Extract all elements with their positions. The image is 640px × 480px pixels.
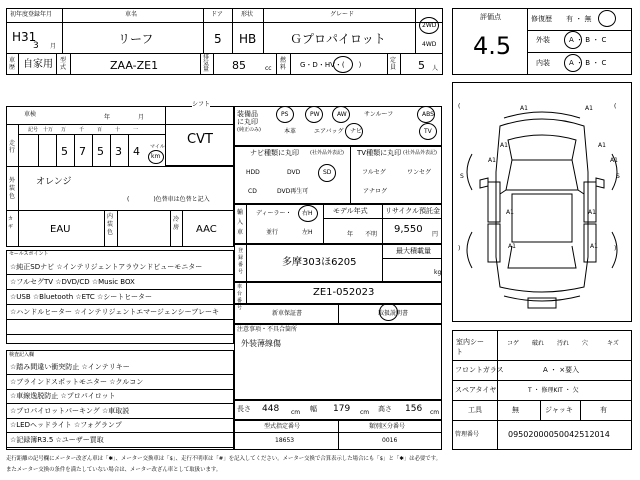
model-year-unknown: 不明 [365,231,378,238]
capacity-unit: 人 [432,65,439,72]
nav-dvd-play: DVD再生可 [277,188,309,195]
interior-label: 内装 [536,59,550,67]
nav-hdd: HDD [246,169,260,176]
damage-label: A1 [610,157,618,164]
jack-value: 有 [600,406,607,414]
damage-label: A1 [520,105,528,112]
width-unit: cm [360,409,370,416]
footer-line1: 走行距離の記号欄にメーター改ざん車は「✱」、メーター交換車は「$」、走行不明車は「#」を記入してください。メーター交換で合算表示した場合にも「$」と「✱」は必要です。 [6,456,442,462]
car-diagram [452,82,632,322]
model-year-unit: 年 [347,231,354,238]
inspector-line: ☆記録簿R3.5 ☆ユーザー買取 [10,435,104,444]
tv-title: TV種類に丸印 [357,149,402,157]
mileage-digit-label: 十万 [43,127,54,133]
spare-options: T ・ 修理KIT ・ 欠 [528,387,579,394]
model-year-label: モデル年式 [333,207,368,215]
sales-point-line: ☆ハンドルヒーター ☆インテリジェントエマージェンシーブレーキ [10,308,219,316]
reg-month: 3 [33,41,39,51]
seat-option: 汚れ [557,340,570,347]
length-unit: cm [291,409,301,416]
score-label: 評価点 [480,13,501,21]
grade-label: グレード [330,11,355,18]
shift-label: シフト [192,101,211,108]
cat-label: 類別区分番号 [369,423,406,430]
exterior-a-circle [564,31,582,49]
type-value: ZAA-ZE1 [110,59,159,72]
equipment-subtitle: (純正のみ) [237,127,261,133]
reg-month-unit: 月 [50,43,57,50]
diagram-bracket: ( [458,103,461,110]
drive-2wd: 2WD [422,22,437,29]
fuel-label: 燃料 [280,57,287,71]
manual-circle [379,303,398,321]
doors-value: 5 [214,32,222,46]
mileage-digit-label: 万 [61,127,67,133]
mileage-digit: 3 [115,145,122,158]
length-label: 長さ [237,405,251,413]
jack-label: ジャッキ [545,406,573,414]
inspector-line: ☆車線逸脱防止 ☆プロパイロット [10,392,116,400]
inspection-label: 車検 [24,111,37,118]
seat-option: コゲ [507,340,520,347]
glass-label: フロントガラス [455,366,504,374]
seat-option: 穴 [582,340,589,347]
displacement-value: 85 [232,59,246,72]
key-value: EAU [50,224,71,235]
shape-value: HB [239,32,257,46]
equipment-item: エアバッグ [314,128,344,135]
equipment-item: AW [337,111,347,118]
tv-oneseg: ワンセグ [407,169,432,176]
equipment-item: ABS [422,111,434,118]
equipment-title: 装備品に丸印 [237,110,258,126]
aircon-value: AAC [196,224,217,235]
sales-point-line: ☆フルセグTV ☆DVD/CD ☆Music BOX [10,278,135,286]
max-load-label: 最大積載量 [396,247,431,255]
inspector-line: ☆踏み間違い衝突防止 ☆インテリキー [10,363,130,371]
inspector-line: ☆ブラインドスポットモニター ☆クルコン [10,377,144,386]
equipment-item: PW [310,111,320,118]
docs-warranty: 新車保証書 [272,310,303,317]
shape-label: 形状 [241,11,254,18]
grade-value: Ｇプロパイロット [290,32,386,46]
doors-label: ドア [211,11,223,18]
mileage-label: 走行 [9,140,16,154]
seat-option: 破れ [532,340,545,347]
equipment-circle [345,123,363,140]
plate-value: 多摩303ほ6205 [282,257,357,268]
diagram-bracket: ( [614,103,617,110]
equipment-circle [419,123,437,140]
glass-options: A ・ ×要入 [543,366,580,374]
inspection-month-unit: 月 [138,114,145,121]
damage-label: A1 [488,157,496,164]
use-label: 車歴 [9,57,16,71]
import-handle-left: 左H [302,229,313,236]
equipment-item: サンルーフ [364,111,394,118]
nav-sd-circle [318,164,336,182]
sales-points-title: セールスポイント [9,251,49,257]
inspector-line: ☆プロパイロットパーキング ☆車取説 [10,406,130,415]
recycle-value: 9,550 [394,224,423,235]
height-label: 高さ [378,405,392,413]
equipment-circle [417,106,435,123]
mileage-digit-label: 十 [115,127,121,133]
nav-dvd: DVD [287,169,301,176]
mileage-digit-label: 一 [133,127,139,133]
equipment-circle [305,106,323,123]
footer-line2: またメーター交換の条件を満たしていない場合は、メーター改ざん車として取扱います。 [6,467,222,473]
damage-label: A1 [588,209,596,216]
nav-cd: CD [248,188,257,195]
tv-fullseg: フルセグ [362,169,386,176]
mileage-digit: 4 [133,145,140,158]
damage-label: A1 [598,142,606,149]
color-note: ( )色替車は色替と記入 [127,196,210,203]
aircon-label: 冷房 [173,216,180,231]
repair-label: 修復歴 [531,15,552,23]
seat-option: キズ [607,340,619,347]
interior-options: A ・ B ・ C [569,59,607,67]
shift-value: CVT [187,132,213,147]
equipment-item: TV [424,128,432,135]
equipment-circle [276,106,294,123]
damage-label: A1 [500,142,508,149]
max-load-unit: kg [434,269,442,276]
model-label: 車名 [125,11,138,18]
key-label: カギ [8,216,14,230]
exterior-options: A ・ B ・ C [569,36,607,44]
fuel-hv-circle [333,56,353,73]
interior-a-circle [564,54,582,72]
repair-none-circle [598,10,616,27]
fuel-options: G・D・HV・( ) [300,61,362,69]
damage-label: A1 [590,243,598,250]
equipment-item: ナビ [350,128,363,135]
height-unit: cm [430,409,440,416]
mileage-unit-km: km [151,153,161,160]
import-handle-right: 右H [302,210,313,217]
width-value: 179 [333,404,351,414]
spec-label: 型式指定番号 [264,423,301,430]
length-value: 448 [262,404,280,414]
reg-year: H31 [12,30,37,44]
nav-title: ナビ種類に丸印 [250,149,299,157]
repair-options: 有 ・ 無 [566,15,592,23]
mileage-digit-label: 千 [79,127,85,133]
handle-right-circle [298,205,318,222]
notes-title: 注意事項・不具合箇所 [237,326,298,333]
exterior-label: 外装 [536,36,550,44]
interior-color-label: 内装色 [107,213,114,236]
displacement-unit: cc [265,65,272,72]
import-label: 輸入車 [237,209,244,236]
notes-line1: 外装薄線傷 [241,339,281,348]
plate-label: 登録番号 [238,248,244,275]
reg-year-label: 初年度登録年月 [10,11,53,18]
inspector-title: 検査記入欄 [9,352,35,358]
chassis-value: ZE1-052023 [313,287,375,298]
capacity-value: 5 [418,59,425,72]
spare-label: スペアタイヤ [455,386,497,394]
recycle-label: リサイクル預託金 [385,207,441,215]
displacement-label: 排気量 [203,54,210,73]
diagram-bracket: S [616,173,620,180]
nav-subtitle: (社外品外表記) [310,150,344,156]
diagram-bracket: ) [458,245,461,252]
diagram-bracket: S [460,173,464,180]
type-label: 型式 [60,57,67,71]
notes-box [234,324,442,400]
tool-label: 工具 [468,406,482,414]
mgmt-label: 管理番号 [455,431,480,438]
mgmt-value: 09502000050042512014 [508,430,610,439]
inspection-year-unit: 年 [104,114,111,121]
sales-point-line: ☆純正SDナビ ☆インテリジェントアラウンドビューモニター [10,263,203,271]
width-label: 幅 [310,405,317,413]
spec-value: 18653 [275,437,295,444]
mileage-digit: 7 [79,145,86,158]
height-value: 156 [405,404,423,414]
docs-manual: 取扱説明書 [378,310,409,317]
damage-label: A1 [508,243,516,250]
color-label: 外装色 [9,177,16,200]
drive-4wd: 4WD [422,41,437,48]
mileage-digit: 5 [97,145,104,158]
diagram-bracket: ) [614,245,617,252]
import-parallel: 並行 [266,229,279,236]
import-dealer: ディーラー・ [256,210,292,217]
use-value: 自家用 [23,59,53,70]
sales-point-line: ☆USB ☆Bluetooth ☆ETC ☆シートヒーター [10,293,153,301]
tool-value: 無 [512,406,519,414]
mileage-digit: 5 [61,145,68,158]
tv-analog: アナログ [363,188,388,195]
equipment-item: PS [281,111,289,118]
damage-label: A1 [506,209,514,216]
capacity-label: 定員 [390,57,397,71]
mileage-digit-label: 百 [97,127,103,133]
seat-label: 室内シート [456,338,484,356]
chassis-label: 車台番号 [237,284,243,311]
cat-value: 0016 [382,437,398,444]
equipment-circle [332,106,350,123]
score-value: 4.5 [473,32,512,60]
color-value: オレンジ [36,177,72,187]
damage-label: A1 [585,105,593,112]
tv-subtitle: (社外品外表記) [403,150,437,156]
nav-sd: SD [323,169,332,176]
equipment-item: 本革 [284,128,297,135]
mileage-unit-mile: マイル [150,144,165,150]
inspector-line: ☆LEDヘッドライト ☆フォグランプ [10,421,122,429]
mileage-note-label: 記号 [28,127,39,133]
model-name: リーフ [118,32,154,46]
recycle-unit: 円 [432,231,439,238]
